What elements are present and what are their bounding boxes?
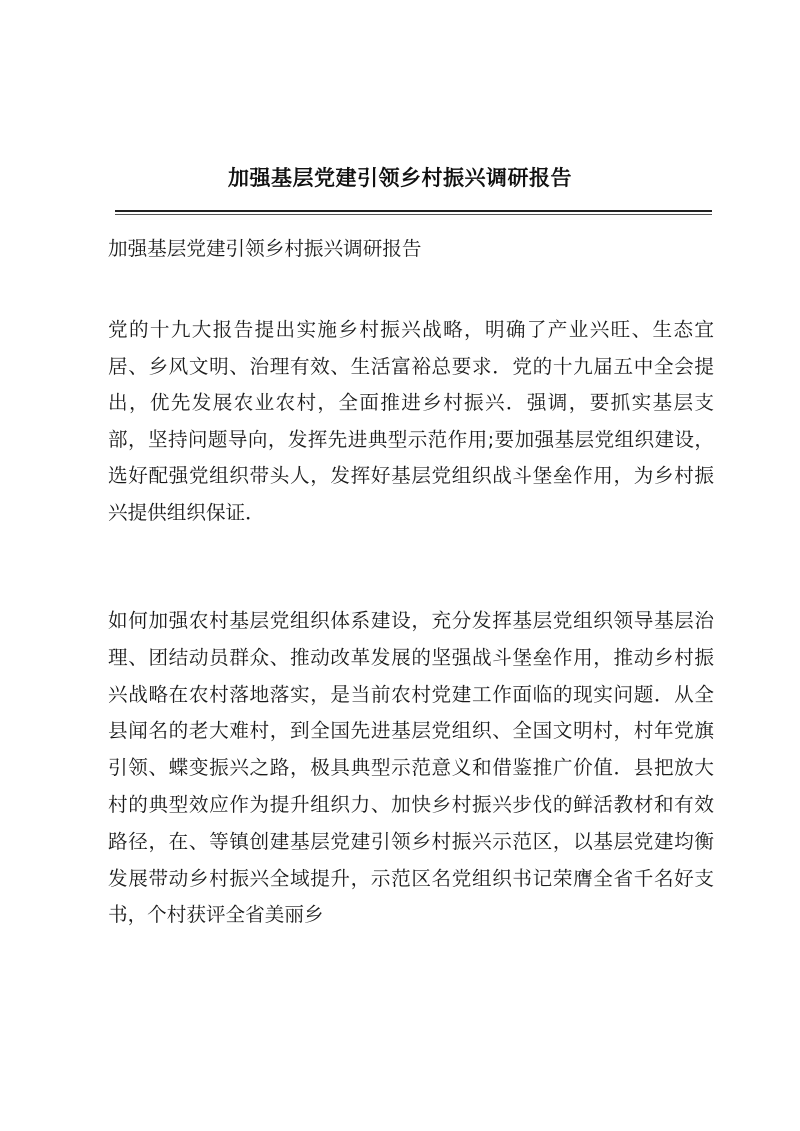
title-divider-thin xyxy=(115,214,712,215)
document-subtitle: 加强基层党建引领乡村振兴调研报告 xyxy=(108,237,422,260)
document-title: 加强基层党建引领乡村振兴调研报告 xyxy=(228,165,572,190)
paragraph-1: 党的十九大报告提出实施乡村振兴战略，明确了产业兴旺、生态宜居、乡风文明、治理有效、生活富裕总要求．党的十九届五中全会提出，优先发展农业农村，全面推进乡村振兴．强调，要抓实基层支部，坚持问题导向，发挥先进典型示范作用;要加强基层党组织建设，选好配强党组织带头人，发挥好基层党组织战斗堡垒作用，为乡村振兴提供组织保证． xyxy=(108,318,714,524)
title-divider-thick xyxy=(115,210,712,212)
paragraph-2: 如何加强农村基层党组织体系建设，充分发挥基层党组织领导基层治理、团结动员群众、推动改革发展的坚强战斗堡垒作用，推动乡村振兴战略在农村落地落实，是当前农村党建工作面临的现实问题．从全县闻名的老大难村，到全国先进基层党组织、全国文明村，村年党旗引领、蝶变振兴之路，极具典型示范意义和借鉴推广价值．县把放大村的典型效应作为提升组织力、加快乡村振兴步伐的鲜活教材和有效路径，在、等镇创建基层党建引领乡村振兴示范区，以基层党建均衡发展带动乡村振兴全域提升，示范区名党组织书记荣膺全省千名好支书，个村获评全省美丽乡 xyxy=(108,609,714,927)
